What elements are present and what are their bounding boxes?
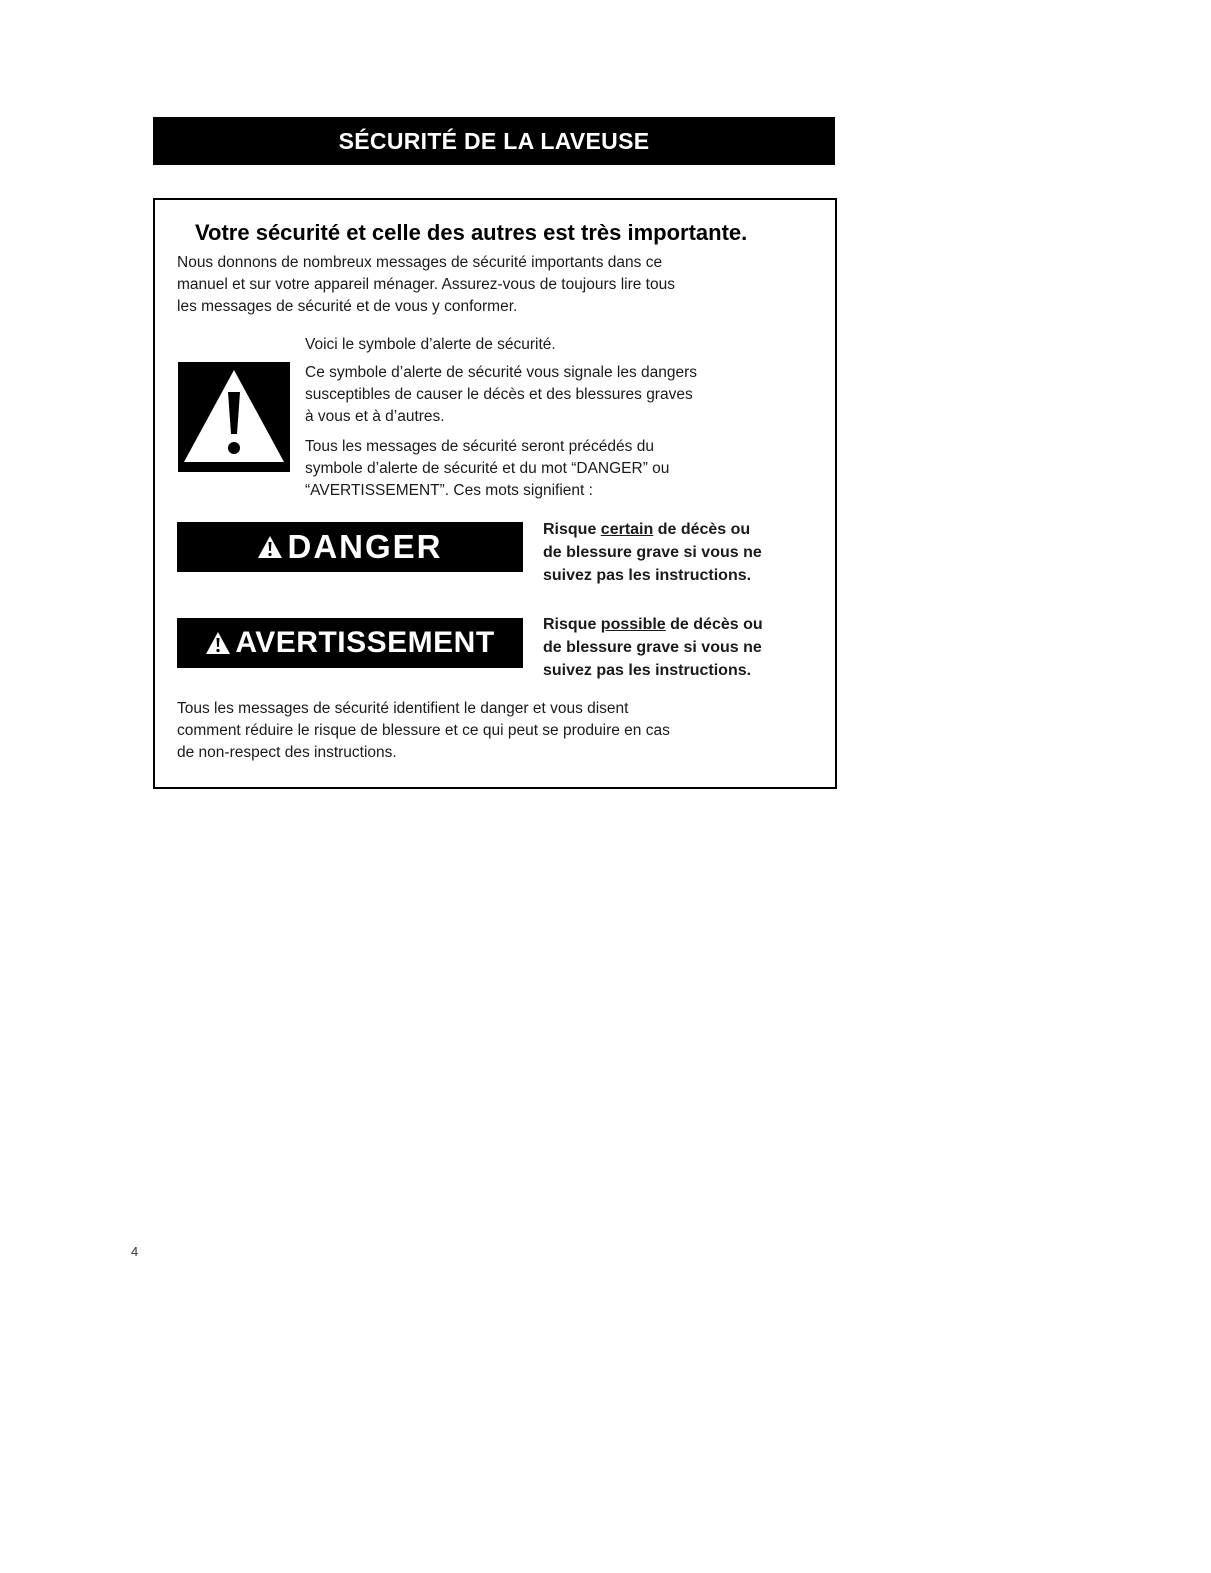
- closing-paragraph: [177, 698, 797, 764]
- danger-risk-line: [543, 518, 813, 541]
- intro-line: manuel et sur votre appareil ménager. Assurez-vous de toujours lire tous: [177, 276, 675, 293]
- safety-alert-triangle-icon: [178, 362, 290, 472]
- symbol-meaning-line: à vous et à d’autres.: [305, 408, 445, 425]
- intro-line: les messages de sécurité et de vous y conformer.: [177, 298, 518, 315]
- section-title: SÉCURITÉ DE LA LAVEUSE: [338, 127, 650, 154]
- closing-line: de non-respect des instructions.: [177, 744, 397, 761]
- danger-risk-description: [543, 518, 813, 587]
- signal-word-intro: [305, 436, 785, 502]
- closing-line: comment réduire le risque de blessure et ce qui peut se produire en cas: [177, 722, 670, 739]
- symbol-meaning: [305, 362, 785, 428]
- danger-signal-word: DANGER: [287, 528, 443, 565]
- closing-line: Tous les messages de sécurité identifient le danger et vous disent: [177, 700, 629, 717]
- signal-intro-line: Tous les messages de sécurité seront précédés du: [305, 438, 654, 455]
- intro-paragraph: [177, 252, 797, 318]
- safety-information-box: [153, 198, 837, 789]
- warning-signal-word: AVERTISSEMENT: [235, 626, 495, 659]
- signal-intro-line: “AVERTISSEMENT”. Ces mots signifient :: [305, 482, 593, 499]
- safety-alert-triangle-small-icon: [257, 535, 283, 559]
- symbol-caption: Voici le symbole d’alerte de sécurité.: [305, 336, 556, 353]
- warning-risk-line: de blessure grave si vous ne: [543, 639, 762, 656]
- danger-risk-keyword: certain: [600, 521, 654, 538]
- safety-alert-triangle-small-icon: [205, 631, 231, 655]
- danger-risk-prefix: Risque: [543, 521, 601, 538]
- danger-signal-banner: [177, 522, 523, 572]
- warning-signal-banner: [177, 618, 523, 668]
- safety-box-title: Votre sécurité et celle des autres est très importante.: [195, 220, 748, 245]
- warning-risk-line: suivez pas les instructions.: [543, 662, 752, 679]
- warning-risk-line: [543, 613, 813, 636]
- warning-risk-prefix: Risque: [543, 616, 601, 633]
- warning-risk-keyword: possible: [600, 616, 666, 633]
- intro-line: Nous donnons de nombreux messages de sécurité importants dans ce: [177, 254, 663, 271]
- warning-risk-description: [543, 613, 813, 682]
- warning-risk-suffix: de décès ou: [665, 616, 763, 633]
- symbol-meaning-line: susceptibles de causer le décès et des blessures graves: [305, 386, 693, 403]
- signal-intro-line: symbole d’alerte de sécurité et du mot “DANGER” ou: [305, 460, 670, 477]
- danger-risk-line: suivez pas les instructions.: [543, 567, 752, 584]
- symbol-meaning-line: Ce symbole d’alerte de sécurité vous signale les dangers: [305, 364, 698, 381]
- page-number: 4: [131, 1244, 139, 1259]
- danger-risk-line: de blessure grave si vous ne: [543, 544, 762, 561]
- danger-risk-suffix: de décès ou: [653, 521, 751, 538]
- section-header-bar: [153, 117, 835, 165]
